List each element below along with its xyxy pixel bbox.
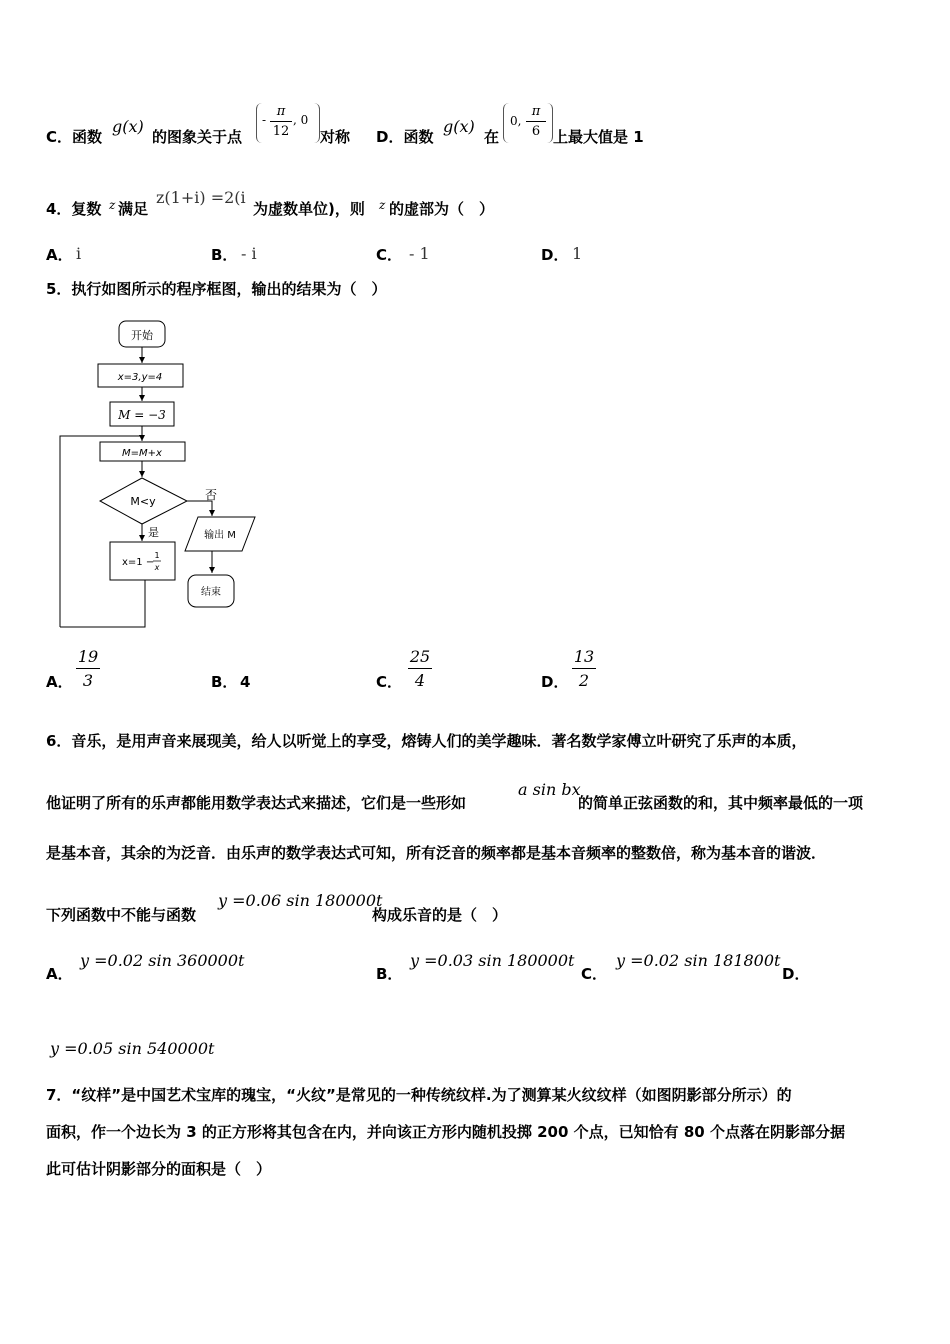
flow-loop-frac-num: 1 bbox=[154, 551, 160, 560]
q5-option-d-label: D． bbox=[541, 673, 569, 691]
q6-line-3: 是基本音，其余的为泛音．由乐声的数学表达式可知，所有泛音的频率都是基本音频率的整数倍，称为基本音的谐波． bbox=[46, 844, 827, 862]
q5-option-b-value: 4 bbox=[240, 673, 251, 691]
q6-option-d-expr: y =0.05 sin 540000t bbox=[50, 1039, 215, 1058]
interval-prefix: 0, bbox=[510, 114, 522, 128]
flow-init-text: x=3,y=4 bbox=[117, 372, 163, 383]
q4-equation: z(1+i) =2(i bbox=[156, 188, 246, 207]
var-z: z bbox=[379, 198, 386, 212]
q5-option-c-label: C． bbox=[376, 673, 403, 691]
q4-stem-a: 4．复数 bbox=[46, 200, 102, 218]
q4-stem-d: 的虚部为（ ） bbox=[389, 200, 495, 218]
var-z: z bbox=[109, 198, 116, 212]
flow-update-text: M=M+x bbox=[122, 448, 162, 459]
q4-stem-c: 为虚数单位)，则 bbox=[253, 200, 365, 218]
option-c-text: 的图象关于点 bbox=[152, 128, 243, 146]
flow-assign-m-text: M = −3 bbox=[118, 408, 166, 422]
q4-option-d-value: 1 bbox=[572, 244, 583, 263]
point-fraction: π 12 bbox=[270, 104, 292, 139]
interval-fraction: π 6 bbox=[526, 104, 546, 139]
q4-option-a-value: i bbox=[76, 244, 82, 263]
q6-option-b-label: B． bbox=[376, 965, 403, 983]
flow-start-text: 开始 bbox=[131, 329, 153, 342]
option-d-text: 在 bbox=[484, 128, 500, 146]
q5-option-a-fraction: 19 3 bbox=[77, 647, 99, 690]
q4-option-a-label: A． bbox=[46, 246, 73, 264]
flow-end-text: 结束 bbox=[201, 587, 221, 598]
q7-line-1: 7．“纹样”是中国艺术宝库的瑰宝，“火纹”是常见的一种传统纹样.为了测算某火纹纹样（如图阴影部分所示）的 bbox=[46, 1086, 792, 1104]
q4-option-d-label: D． bbox=[541, 246, 569, 264]
option-d-label: D．函数 bbox=[376, 128, 434, 146]
q7-line-2: 面积，作一个边长为 3 的正方形将其包含在内，并向该正方形内随机投掷 200 个点，已知恰有 80 个点落在阴影部分据 bbox=[46, 1123, 845, 1141]
q6-option-b-expr: y =0.03 sin 180000t bbox=[410, 951, 575, 970]
flow-condition-text: M<y bbox=[130, 495, 156, 508]
q4-option-b-label: B． bbox=[211, 246, 238, 264]
q6-option-c-expr: y =0.02 sin 181800t bbox=[616, 951, 781, 970]
q6-option-c-label: C． bbox=[581, 965, 608, 983]
q7-line-3: 此可估计阴影部分的面积是（ ） bbox=[46, 1160, 272, 1178]
flow-output-text: 输出 M bbox=[204, 530, 236, 541]
q4-option-c-value: - 1 bbox=[409, 244, 430, 263]
q6-line-4a: 下列函数中不能与函数 bbox=[46, 906, 197, 924]
point-prefix: - bbox=[262, 113, 267, 127]
flow-no-label: 否 bbox=[205, 488, 218, 502]
point-suffix: , 0 bbox=[293, 113, 309, 127]
q5-option-b-label: B． bbox=[211, 673, 238, 691]
flow-loop-body-text: x=1 − bbox=[122, 557, 155, 568]
q5-option-c-fraction: 25 4 bbox=[409, 647, 431, 690]
q4-stem-b: 满足 bbox=[118, 200, 149, 218]
q6-option-a-expr: y =0.02 sin 360000t bbox=[80, 951, 245, 970]
program-flowchart bbox=[50, 315, 270, 635]
q5-option-a-label: A． bbox=[46, 673, 73, 691]
flow-loop-frac-den: x bbox=[154, 563, 160, 572]
option-c-end: 对称 bbox=[320, 128, 351, 146]
q6-expr-asinbx: a sin bx bbox=[518, 780, 581, 799]
q6-base-function: y =0.06 sin 180000t bbox=[218, 891, 383, 910]
flow-yes-label: 是 bbox=[148, 526, 159, 539]
function-g-x: g(x) bbox=[112, 117, 144, 136]
option-c-label: C．函数 bbox=[46, 128, 103, 146]
q6-line-2b: 的简单正弦函数的和，其中频率最低的一项 bbox=[578, 794, 864, 812]
q6-option-a-label: A． bbox=[46, 965, 73, 983]
q6-option-d-label: D． bbox=[782, 965, 810, 983]
q4-option-b-value: - i bbox=[241, 244, 257, 263]
q4-option-c-label: C． bbox=[376, 246, 403, 264]
option-d-end: 上最大值是 1 bbox=[553, 128, 644, 146]
q6-line-1: 6．音乐，是用声音来展现美，给人以听觉上的享受，熔铸人们的美学趣味．著名数学家傅立叶研究了乐声的本质， bbox=[46, 732, 807, 750]
q6-line-4b: 构成乐音的是（ ） bbox=[372, 906, 508, 924]
function-g-x: g(x) bbox=[443, 117, 475, 136]
q5-option-d-fraction: 13 2 bbox=[573, 647, 595, 690]
q6-line-2a: 他证明了所有的乐声都能用数学表达式来描述，它们是一些形如 bbox=[46, 794, 467, 812]
q5-stem: 5．执行如图所示的程序框图，输出的结果为（ ） bbox=[46, 280, 387, 298]
